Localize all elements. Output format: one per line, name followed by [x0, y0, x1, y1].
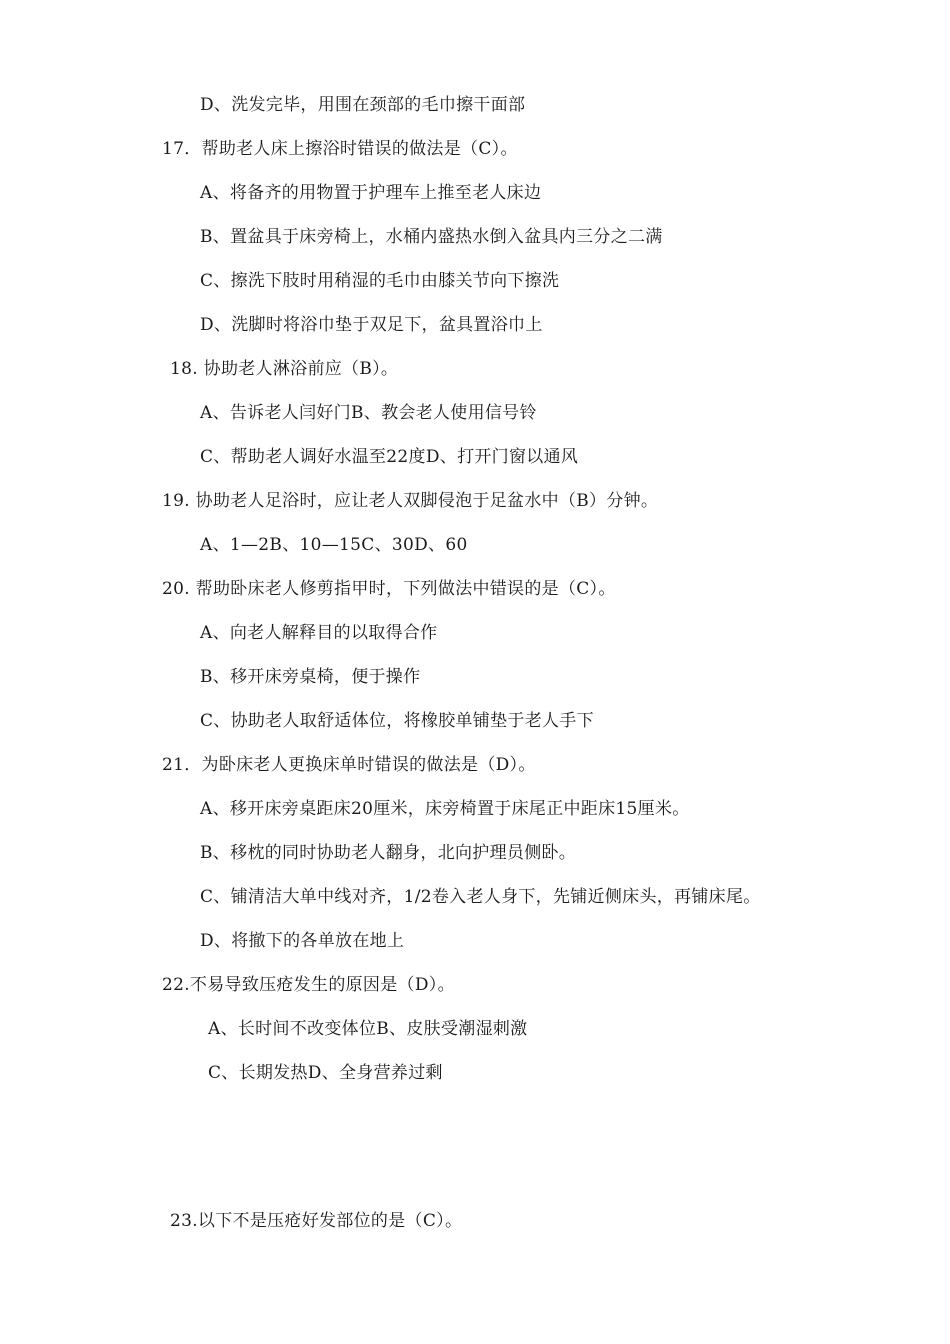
- question-21: 21．为卧床老人更换床单时错误的做法是（D）。: [162, 755, 536, 775]
- option-21-d: D、将撤下的各单放在地上: [200, 931, 405, 951]
- question-23: 23.以下不是压疮好发部位的是（C）。: [170, 1211, 463, 1231]
- options-22-ab: A、长时间不改变体位B、皮肤受潮湿刺激: [208, 1019, 528, 1039]
- question-18: 18. 协助老人淋浴前应（B）。: [170, 359, 399, 379]
- option-17-b: B、置盆具于床旁椅上，水桶内盛热水倒入盆具内三分之二满: [200, 227, 663, 247]
- option-20-a: A、向老人解释目的以取得合作: [200, 623, 438, 643]
- question-22: 22.不易导致压疮发生的原因是（D）。: [162, 975, 455, 995]
- option-17-c: C、擦洗下肢时用稍湿的毛巾由膝关节向下擦洗: [200, 271, 560, 291]
- question-19: 19. 协助老人足浴时，应让老人双脚侵泡于足盆水中（B）分钟。: [162, 491, 659, 511]
- question-17: 17．帮助老人床上擦浴时错误的做法是（C）。: [162, 139, 518, 159]
- option-20-b: B、移开床旁桌椅，便于操作: [200, 667, 421, 687]
- option-17-a: A、将备齐的用物置于护理车上推至老人床边: [200, 183, 542, 203]
- option-20-c: C、协助老人取舒适体位，将橡胶单铺垫于老人手下: [200, 711, 594, 731]
- options-18-cd: C、帮助老人调好水温至22度D、打开门窗以通风: [200, 447, 579, 467]
- option-21-b: B、移枕的同时协助老人翻身，北向护理员侧卧。: [200, 843, 577, 863]
- question-20: 20. 帮助卧床老人修剪指甲时，下列做法中错误的是（C）。: [162, 579, 616, 599]
- option-16-d: D、洗发完毕，用围在颈部的毛巾擦干面部: [200, 95, 526, 115]
- option-21-c: C、铺清洁大单中线对齐，1/2卷入老人身下，先铺近侧床头，再铺床尾。: [200, 887, 761, 907]
- options-22-cd: C、长期发热D、全身营养过剩: [208, 1063, 443, 1083]
- options-18-ab: A、告诉老人闫好门B、教会老人使用信号铃: [200, 403, 537, 423]
- option-17-d: D、洗脚时将浴巾垫于双足下，盆具置浴巾上: [200, 315, 543, 335]
- options-19: A、1—2B、10—15C、30D、60: [200, 535, 468, 555]
- option-21-a: A、移开床旁桌距床20厘米，床旁椅置于床尾正中距床15厘米。: [200, 799, 690, 819]
